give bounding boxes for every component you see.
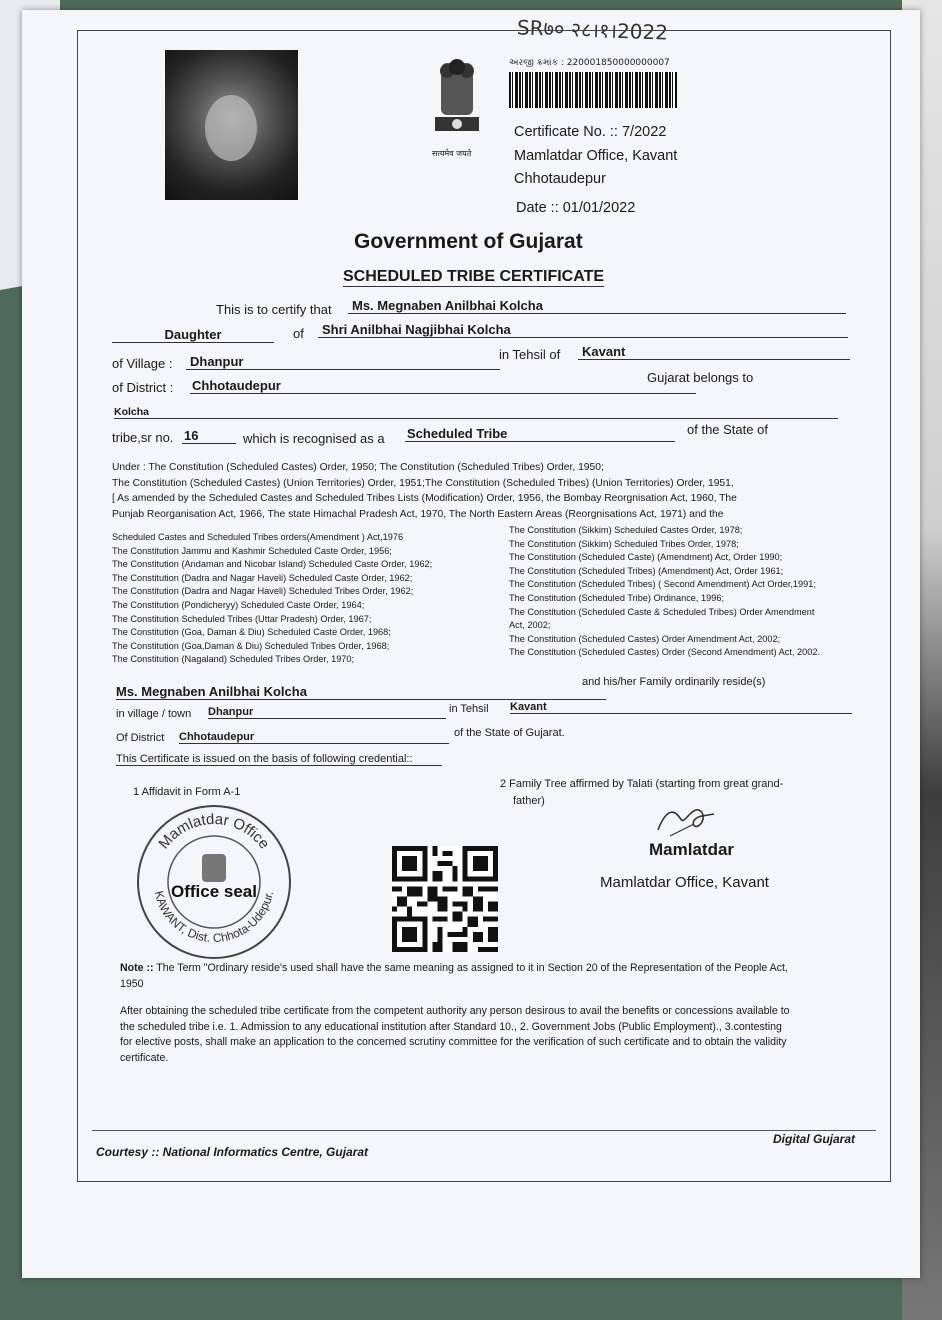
district-label: of District : bbox=[112, 380, 174, 395]
credential-1: 1 Affidavit in Form A-1 bbox=[133, 786, 241, 798]
signatory-title: Mamlatdar bbox=[649, 840, 735, 859]
certificate-number: Certificate No. :: 7/2022 bbox=[514, 124, 667, 140]
basis-text: This Certificate is issued on the basis of following credential:: bbox=[116, 753, 442, 766]
certificate-sheet bbox=[22, 10, 920, 1278]
footer-brand: Digital Gujarat bbox=[773, 1132, 856, 1146]
of-label: of bbox=[293, 326, 304, 341]
barcode bbox=[509, 72, 677, 108]
signatory-office: Mamlatdar Office, Kavant bbox=[600, 874, 769, 891]
res-tehsil-label: in Tehsil bbox=[449, 703, 489, 715]
tribe-srno: 16 bbox=[182, 428, 236, 444]
issuing-district: Chhotaudepur bbox=[514, 171, 606, 187]
qr-code bbox=[392, 846, 498, 952]
holder-name: Ms. Megnaben Anilbhai Kolcha bbox=[348, 298, 846, 314]
state-of-text: of the State of bbox=[687, 422, 768, 437]
emblem-motto: सत्यमेव जयते bbox=[432, 149, 472, 158]
res-district-label: Of District bbox=[116, 732, 165, 744]
certify-intro: This is to certify that bbox=[216, 302, 332, 317]
relation: Daughter bbox=[112, 327, 274, 343]
tribe-srno-label: tribe,sr no. bbox=[112, 430, 174, 445]
svg-text:Mamlatdar Office: Mamlatdar Office bbox=[155, 810, 273, 853]
category-value: Scheduled Tribe bbox=[405, 426, 675, 442]
svg-text:Office seal: Office seal bbox=[171, 882, 257, 901]
village-value: Dhanpur bbox=[186, 354, 500, 370]
res-district-value: Chhotaudepur bbox=[179, 731, 449, 744]
office-seal-stamp bbox=[134, 802, 294, 962]
signature bbox=[650, 796, 720, 846]
svg-text:KAWANT, Dist. Chhota-Udepur.: KAWANT, Dist. Chhota-Udepur. bbox=[151, 889, 277, 946]
family-reside-text: and his/her Family ordinarily reside(s) bbox=[582, 676, 766, 688]
national-emblem-icon bbox=[427, 55, 487, 155]
orders-list-left: Scheduled Castes and Scheduled Tribes orders(Amendment ) Act,1976 The Constitution Jammu and Kashmir Scheduled Caste Order, 1956; The Constitution (Andaman and Nicobar Island) Scheduled Caste Order, 1962; The Constitution (Dadra and Nagar Haveli) Scheduled Caste Order, 1962; The Constitution (Dadra and Nagar Haveli) Scheduled Tribes Order, 1962; The Constitution (Pondicheryy) Scheduled Caste Order, 1964; The Constitution Scheduled Tribes (Uttar Pradesh) Order, 1967; The Constitution (Goa, Daman & Diu) Scheduled Caste Order, 1968; The Constitution (Goa,Daman & Diu) Scheduled Tribes Order, 1968; The Constitution (Nagaland) Scheduled Tribes Order, 1970; bbox=[112, 532, 433, 665]
tehsil-label: in Tehsil of bbox=[499, 347, 561, 362]
certificate-title: Government of Gujarat bbox=[354, 230, 583, 253]
recognised-text: which is recognised as a bbox=[243, 431, 385, 446]
res-state-text: of the State of Gujarat. bbox=[454, 727, 565, 739]
parent-name: Shri Anilbhai Nagjibhai Kolcha bbox=[318, 322, 848, 338]
res-tehsil-value: Kavant bbox=[510, 701, 852, 714]
credential-2-cont: father) bbox=[513, 795, 545, 807]
district-value: Chhotaudepur bbox=[190, 378, 696, 394]
issuing-office: Mamlatdar Office, Kavant bbox=[514, 148, 678, 164]
note-section: Note :: The Term "Ordinary reside's used shall have the same meaning as assigned to it in Section 20 of the Representation of the People Act, 1950 bbox=[120, 962, 788, 990]
res-village-value: Dhanpur bbox=[208, 706, 446, 719]
certificate-subtitle: SCHEDULED TRIBE CERTIFICATE bbox=[343, 268, 605, 285]
application-number: અરજી ક્રમાંક : 220001850000000007 bbox=[509, 58, 670, 68]
applicant-photo bbox=[165, 50, 298, 200]
credential-2: 2 Family Tree affirmed by Talati (starting from great grand- bbox=[500, 778, 784, 790]
resident-name: Ms. Megnaben Anilbhai Kolcha bbox=[116, 684, 606, 700]
footer-courtesy: Courtesy :: National Informatics Centre, Gujarat bbox=[96, 1145, 369, 1159]
footer-divider bbox=[92, 1130, 876, 1131]
orders-list-right: The Constitution (Sikkim) Scheduled Castes Order, 1978; The Constitution (Sikkim) Scheduled Tribes Order, 1978; The Constitution (Scheduled Caste) (Amendment) Act, Order 1990; The Constitution (Scheduled Tribes) (Amendment) Act, Order 1961; The Constitution (Scheduled Tribes) ( Second Amendment) Act Order,1991; The Constitution (Scheduled Tribe) Ordinance, 1996; The Constitution (Scheduled Caste & Scheduled Tribes) Order Amendment Act, 2002; The Constitution (Scheduled Castes) Order Amendment Act, 2002; The Constitution (Scheduled Castes) Order (Second Amendment) Act, 2002. bbox=[509, 525, 821, 658]
belongs-text: Gujarat belongs to bbox=[647, 370, 754, 385]
after-obtaining-text: After obtaining the scheduled tribe certificate from the competent authority any person desirous to avail the benefits or concessions available to the scheduled tribe i.e. 1. Admission to any educational institution after Standard 10., 2. Government Jobs (Public Employment)., 3.contesting for elective posts, shall make an application to the concerned scrutiny committee for the verification of such certificate and to obtain the validity certificate. bbox=[120, 1005, 790, 1064]
village-label: of Village : bbox=[112, 356, 173, 371]
tribe-name: Kolcha bbox=[114, 406, 838, 419]
under-clause: Under : The Constitution (Scheduled Castes) Order, 1950; The Constitution (Scheduled Tribes) Order, 1950; The Constitution (Scheduled Castes) (Union Territories) Order, 1951;The Constitution (Scheduled Tribes) (Union Territories) Order, 1951, [ As amended by the Scheduled Castes and Scheduled Tribes Lists (Modification) Order, 1956, the Bombay Reorgnisation Act, 1960, The Punjab Reorganisation Act, 1966, The state Himachal Pradesh Act, 1970, The North Eastern Areas (Reorgnisations Act, 1971) and the bbox=[112, 462, 737, 520]
certificate-date: Date :: 01/01/2022 bbox=[516, 200, 636, 216]
handwritten-note: SR७० २८।१।2022 bbox=[516, 15, 669, 45]
tehsil-value: Kavant bbox=[578, 344, 850, 360]
res-village-label: in village / town bbox=[116, 708, 192, 720]
